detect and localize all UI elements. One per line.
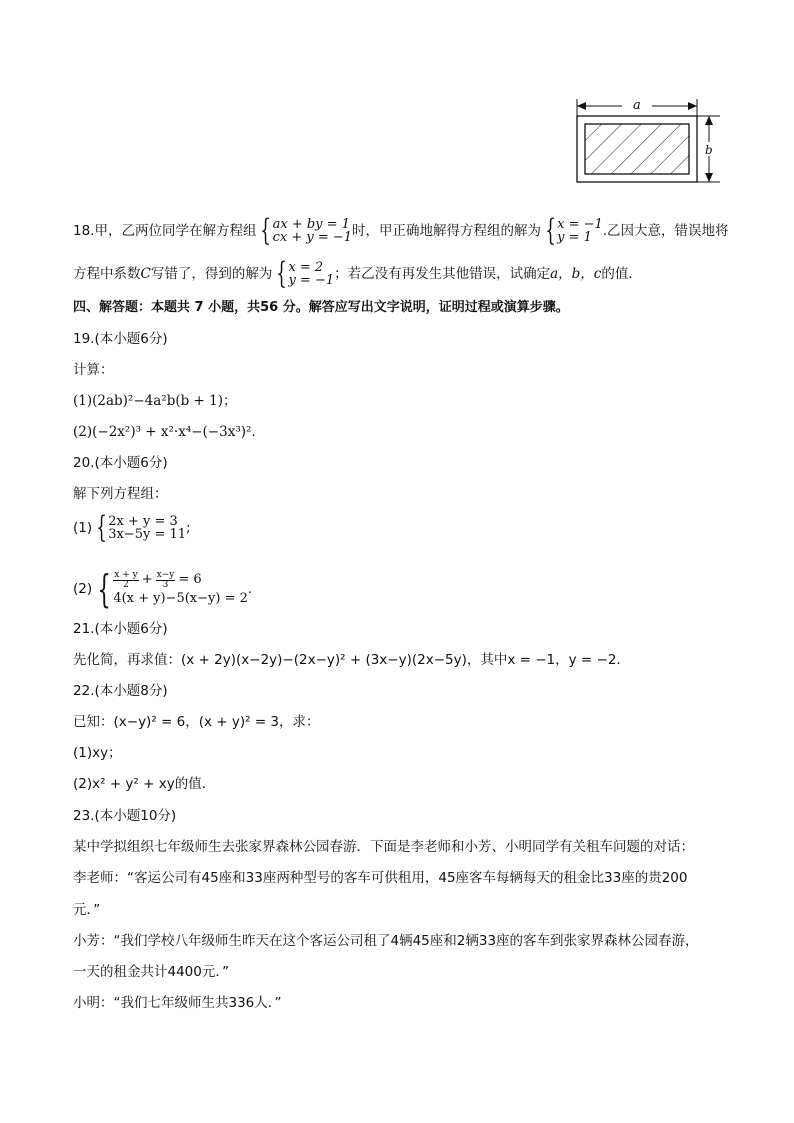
q19-title: 19.(本小题6分) — [73, 331, 168, 347]
q18-text2: 时，甲正确地解得方程组的解为 — [352, 223, 542, 239]
q20-s2-eq2: 4(x + y)−5(x−y) = 2 — [113, 590, 248, 606]
q20-frac1-num: x + y — [114, 569, 138, 580]
q18-line1 — [73, 213, 729, 248]
q18-text: 18.甲，乙两位同学在解方程组 — [73, 223, 257, 239]
q18-sol2b: y = −1 — [288, 273, 335, 288]
q21-text: 先化简，再求值：(x + 2y)(x−2y)−(2x−y)² + (3x−y)(2x−5y)，其中x = −1，y = −2. — [73, 652, 621, 668]
q18-solution1: { x = −1 y = 1 — [545, 213, 603, 248]
q22-title: 22.(本小题8分) — [73, 683, 168, 699]
section-heading: 四、解答题：本题共 7 小题，共56 分。解答应写出文字说明，证明过程或演算步骤。 — [73, 300, 569, 315]
q23-line6: 小明：“我们七年级师生共336人．” — [73, 995, 282, 1011]
q20-frac2-den: 3 — [162, 579, 169, 590]
q20-title: 20.(本小题6分) — [73, 455, 168, 471]
q20-system1: (1) { 2x + y = 3 3x−5y = 11 ; — [73, 510, 191, 545]
q20-s1-eq1: 2x + y = 3 — [108, 514, 178, 529]
q18-text7: 的值． — [601, 266, 642, 282]
q20-s1-label: (1) — [73, 520, 93, 536]
q22-part1: (1)xy； — [73, 745, 122, 761]
q21-title: 21.(本小题6分) — [73, 621, 168, 637]
q20-intro: 解下列方程组： — [73, 486, 168, 502]
q18-text6: ；若乙没有再发生其他错误，试确定 — [334, 266, 551, 282]
label-b: b — [705, 143, 713, 157]
q20-frac1-den: 2 — [123, 579, 129, 590]
label-a: a — [633, 98, 641, 113]
q20-s1-end: ; — [186, 520, 191, 536]
q23-line2: 李老师：“客运公司有45座和33座两种型号的客车可供租用，45座客车每辆每天的租金比33座的贵200 — [73, 870, 688, 886]
q18-eq1: ax + by = 1 — [272, 217, 350, 232]
q20-frac2-num: x−y — [156, 569, 175, 580]
q18-text4: 方程中系数 — [73, 266, 141, 282]
q18-system: { ax + by = 1 cx + y = −1 — [260, 213, 353, 248]
q22-part2: (2)x² + y² + xy的值． — [73, 776, 216, 792]
q22-given: 已知：(x−y)² = 6，(x + y)² = 3，求： — [73, 714, 320, 730]
q18-text5: 写错了，得到的解为 — [150, 266, 273, 282]
q23-line5: 一天的租金共计4400元．” — [73, 964, 230, 980]
q18-sol1a: x = −1 — [557, 217, 603, 232]
q18-line2 — [73, 256, 642, 291]
q23-line3: 元．” — [73, 902, 101, 918]
q18-sol1b: y = 1 — [557, 230, 592, 245]
q20-system2: (2) { $\frac{x + y}{2}$ + $\frac{x-y}{3}$ = 6 4(x + y)−5(x−y) = 2 . — [73, 567, 253, 611]
q19-expr2: (2)(−2x²)³ + x²·x⁴−(−3x³)². — [73, 424, 256, 440]
q19-intro: 计算： — [73, 362, 114, 378]
q20-s2-label: (2) — [73, 581, 93, 597]
q20-s2-end: . — [247, 581, 253, 597]
q18-coef: C — [140, 266, 151, 282]
q20-s1-eq2: 3x−5y = 11 — [108, 527, 187, 542]
q23-line1: 某中学拟组织七年级师生去张家界森林公园春游．下面是李老师和小芳、小明同学有关租车问题的对话： — [73, 839, 694, 855]
rectangle-figure — [570, 96, 730, 188]
q20-eq-six: = 6 — [178, 572, 202, 587]
q18-text3: .乙因大意，错误地将 — [602, 223, 729, 239]
q18-solution2: { x = 2 y = −1 — [276, 256, 335, 291]
q19-expr1: (1)(2ab)²−4a²b(b + 1)； — [73, 393, 237, 409]
q20-plus: + — [141, 572, 153, 587]
q18-sol2a: x = 2 — [288, 260, 324, 275]
q18-vars: a，b，c — [550, 266, 602, 282]
q23-line4: 小芳：“我们学校八年级师生昨天在这个客运公司租了4辆45座和2辆33座的客车到张家界森林公园春游， — [73, 933, 699, 949]
q18-eq2: cx + y = −1 — [272, 230, 353, 245]
q23-title: 23.(本小题10分) — [73, 808, 177, 824]
